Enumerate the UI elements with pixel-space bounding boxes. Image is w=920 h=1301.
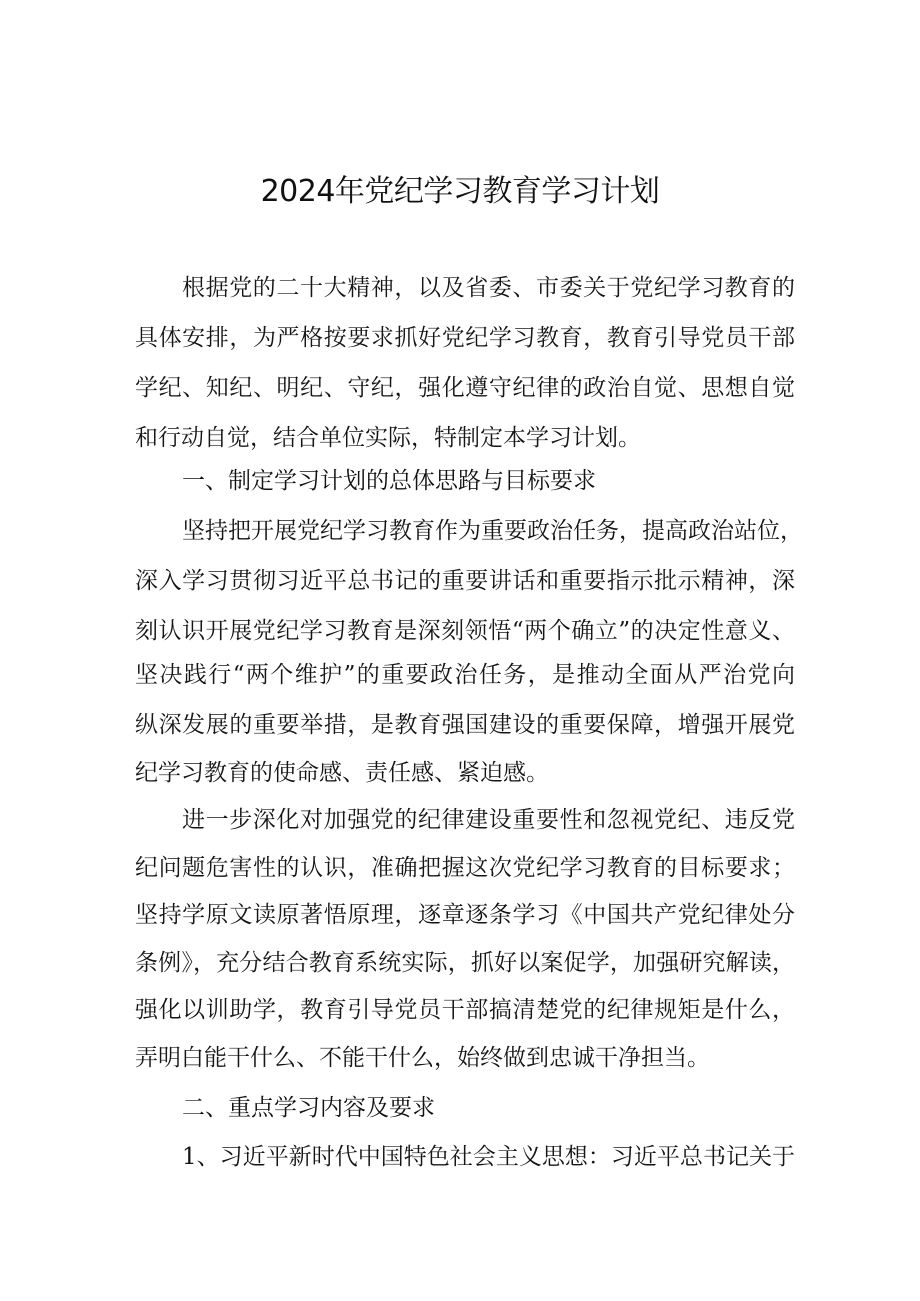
section-1-heading: 一、制定学习计划的总体思路与目标要求 [182,468,596,494]
s1p2-line-2: 纪问题危害性的认识，准确把握这次党纪学习教育的目标要求； [135,855,795,881]
s1p2-line-6: 弄明白能干什么、不能干什么，始终做到忠诚干净担当。 [135,1045,710,1071]
s1p2-line-3: 坚持学原文读原著悟原理，逐章逐条学习《中国共产党纪律处分 [135,902,795,928]
intro-line-3: 学纪、知纪、明纪、守纪，强化遵守纪律的政治自觉、思想自觉 [135,375,795,401]
s1p2-line-4: 条例》，充分结合教育系统实际，抓好以案促学，加强研究解读， [135,950,795,976]
s1p2-line-1: 进一步深化对加强党的纪律建设重要性和忽视党纪、违反党 [182,807,795,833]
intro-line-1: 根据党的二十大精神，以及省委、市委关于党纪学习教育的 [182,275,795,301]
s1p1-line-2: 深入学习贯彻习近平总书记的重要讲话和重要指示批示精神，深 [135,568,795,594]
s1p1-line-4: 坚决践行“两个维护”的重要政治任务，是推动全面从严治党向 [135,662,795,688]
intro-line-4: 和行动自觉，结合单位实际，特制定本学习计划。 [135,425,641,451]
s2i1-line-1: 1、习近平新时代中国特色社会主义思想：习近平总书记关于 [182,1144,795,1170]
section-2-heading: 二、重点学习内容及要求 [182,1095,435,1121]
intro-line-2: 具体安排，为严格按要求抓好党纪学习教育，教育引导党员干部 [135,325,795,351]
s1p1-line-3: 刻认识开展党纪学习教育是深刻领悟“两个确立”的决定性意义、 [135,618,795,644]
document-title: 2024年党纪学习教育学习计划 [260,174,660,209]
s1p2-line-5: 强化以训助学，教育引导党员干部搞清楚党的纪律规矩是什么， [135,997,795,1023]
s1p1-line-6: 纪学习教育的使命感、责任感、紧迫感。 [135,760,549,786]
s1p1-line-1: 坚持把开展党纪学习教育作为重要政治任务，提高政治站位， [182,518,803,544]
s1p1-line-5: 纵深发展的重要举措，是教育强国建设的重要保障，增强开展党 [135,712,795,738]
